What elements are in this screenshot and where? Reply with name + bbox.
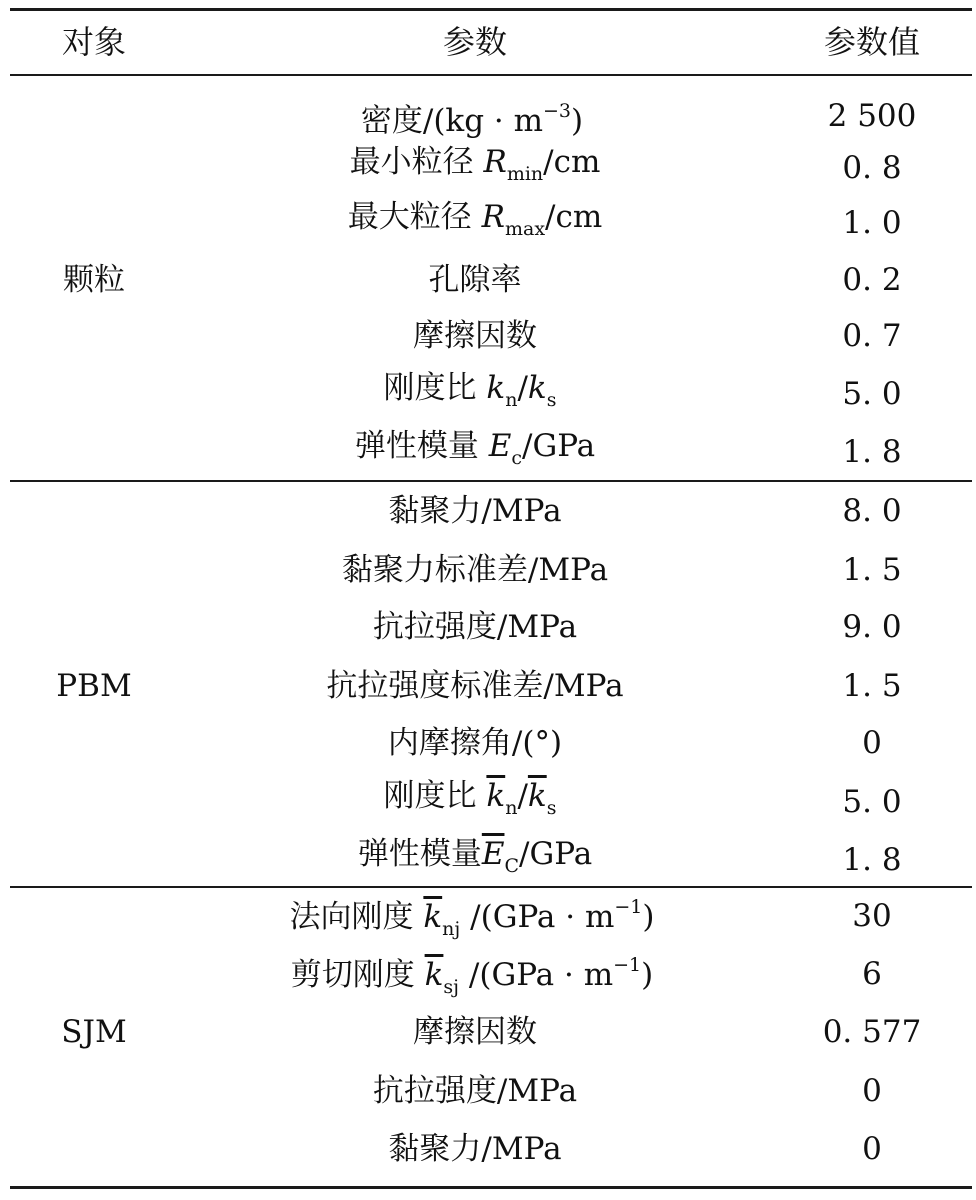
- param-tensile-strength-std: 抗拉强度标准差/MPa: [326, 668, 624, 704]
- value-cell: 0. 2: [842, 262, 902, 298]
- group-divider-rule: [10, 480, 972, 482]
- value-cell: 1. 5: [842, 668, 902, 704]
- table-bottom-rule: [10, 1186, 972, 1189]
- param-joint-cohesion: 黏聚力/MPa: [388, 1131, 562, 1167]
- param-joint-tensile-strength: 抗拉强度/MPa: [372, 1073, 578, 1109]
- param-porosity: 孔隙率: [428, 262, 522, 298]
- param-cohesion-std: 黏聚力标准差/MPa: [341, 552, 609, 588]
- param-tensile-strength: 抗拉强度/MPa: [372, 609, 578, 645]
- group-label-particle: 颗粒: [63, 262, 125, 298]
- value-cell: 0. 577: [822, 1014, 922, 1050]
- value-cell: 30: [852, 898, 892, 934]
- header-object: 对象: [61, 23, 127, 61]
- header-rule: [10, 74, 972, 76]
- param-elastic-modulus: 弹性模量 $E_c$/GPa: [354, 428, 596, 469]
- value-cell: 0. 8: [842, 150, 902, 186]
- value-cell: 9. 0: [842, 609, 902, 645]
- param-density: 密度$/(kg \cdot m^{-3})$: [360, 100, 584, 139]
- value-cell: 5. 0: [842, 784, 902, 820]
- value-cell: 2 500: [827, 98, 917, 134]
- param-cohesion: 黏聚力/MPa: [388, 493, 562, 529]
- header-parameter: 参数: [442, 23, 508, 61]
- value-cell: 1. 0: [842, 205, 902, 241]
- value-cell: 1. 8: [842, 434, 902, 470]
- param-min-radius: 最小粒径 $R_{min}/cm$: [349, 144, 601, 185]
- value-cell: 1. 8: [842, 842, 902, 878]
- value-cell: 0: [862, 1073, 882, 1109]
- value-cell: 0. 7: [842, 318, 902, 354]
- table-top-rule: [10, 8, 972, 11]
- param-max-radius: 最大粒径 $R_{max}/cm$: [347, 199, 603, 240]
- group-label-sjm: SJM: [61, 1014, 127, 1050]
- value-cell: 0: [862, 725, 882, 761]
- value-cell: 5. 0: [842, 376, 902, 412]
- param-internal-friction-angle: 内摩擦角/(°): [387, 725, 563, 761]
- param-friction: 摩擦因数: [413, 318, 537, 354]
- param-bond-stiffness-ratio: 刚度比 $\overline{k}_n/\overline{k}_s$: [383, 778, 557, 819]
- value-cell: 0: [862, 1131, 882, 1167]
- value-cell: 8. 0: [842, 493, 902, 529]
- group-label-pbm: PBM: [56, 668, 132, 704]
- value-cell: 1. 5: [842, 552, 902, 588]
- param-bond-elastic-modulus: 弹性模量$\overline{E}_C$/GPa: [357, 836, 593, 877]
- param-shear-stiffness: 剪切刚度 $\overline{k}_{sj}$ $/(GPa \cdot m^{-1})$: [290, 954, 654, 998]
- param-stiffness-ratio: 刚度比 $k_n/k_s$: [383, 370, 557, 411]
- value-cell: 6: [862, 956, 882, 992]
- header-value: 参数值: [823, 23, 921, 61]
- param-joint-friction: 摩擦因数: [413, 1014, 537, 1050]
- param-normal-stiffness: 法向刚度 $\overline{k}_{nj}$ $/(GPa \cdot m^{-1})$: [289, 896, 655, 940]
